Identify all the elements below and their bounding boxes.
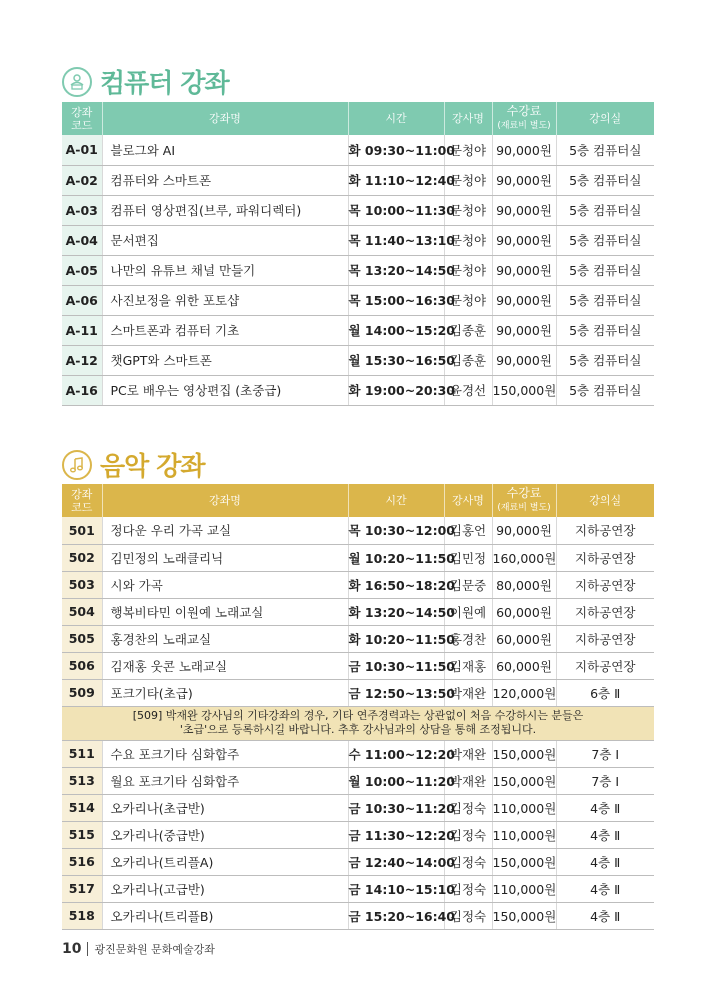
cell-name: 수요 포크기타 심화합주 [102,740,348,767]
cell-code: A-11 [62,315,102,345]
cell-code: A-03 [62,195,102,225]
cell-code: 513 [62,767,102,794]
cell-time: 금 14:10~15:10 [348,875,444,902]
table-row [62,315,654,345]
cell-time: 화 11:10~12:40 [348,165,444,195]
header-time: 시간 [348,102,444,135]
cell-room: 4층 Ⅱ [556,902,654,929]
header-room: 강의실 [556,102,654,135]
cell-fee: 150,000원 [492,740,556,767]
cell-fee: 90,000원 [492,517,556,544]
cell-name: 스마트폰과 컴퓨터 기초 [102,315,348,345]
table-row [62,679,654,706]
header-code: 강좌 코드 [62,484,102,517]
cell-code: 517 [62,875,102,902]
cell-name: 정다운 우리 가곡 교실 [102,517,348,544]
header-name: 강좌명 [102,484,348,517]
cell-room: 7층 Ⅰ [556,740,654,767]
cell-time: 월 10:20~11:50 [348,544,444,571]
cell-teacher: 박재완 [444,740,492,767]
cell-code: 501 [62,517,102,544]
cell-fee: 90,000원 [492,315,556,345]
cell-time: 수 11:00~12:20 [348,740,444,767]
music-note-icon [62,450,92,480]
cell-room: 6층 Ⅱ [556,679,654,706]
cell-room: 지하공연장 [556,544,654,571]
cell-room: 지하공연장 [556,598,654,625]
cell-teacher: 문청야 [444,135,492,165]
cell-time: 월 10:00~11:20 [348,767,444,794]
cell-fee: 150,000원 [492,848,556,875]
cell-code: 515 [62,821,102,848]
cell-name: 사진보정을 위한 포토샵 [102,285,348,315]
cell-room: 5층 컴퓨터실 [556,375,654,405]
cell-teacher: 박재완 [444,767,492,794]
table-row [62,794,654,821]
cell-fee: 90,000원 [492,195,556,225]
table-row [62,195,654,225]
cell-time: 목 15:00~16:30 [348,285,444,315]
cell-room: 5층 컴퓨터실 [556,225,654,255]
cell-teacher: 문청야 [444,195,492,225]
table-row [62,165,654,195]
cell-fee: 90,000원 [492,345,556,375]
table-row [62,740,654,767]
cell-code: 511 [62,740,102,767]
cell-fee: 90,000원 [492,165,556,195]
cell-fee: 80,000원 [492,571,556,598]
cell-fee: 90,000원 [492,285,556,315]
cell-code: A-02 [62,165,102,195]
cell-teacher: 문청야 [444,285,492,315]
cell-teacher: 김문중 [444,571,492,598]
cell-name: 나만의 유튜브 채널 만들기 [102,255,348,285]
cell-room: 지하공연장 [556,517,654,544]
computer-course-table [62,102,654,406]
header-room: 강의실 [556,484,654,517]
cell-time: 화 16:50~18:20 [348,571,444,598]
table-row [62,652,654,679]
cell-name: 컴퓨터 영상편집(브루, 파워디렉터) [102,195,348,225]
cell-time: 화 09:30~11:00 [348,135,444,165]
table-row [62,767,654,794]
cell-code: 516 [62,848,102,875]
table-header-row [62,102,654,135]
cell-teacher: 홍경찬 [444,625,492,652]
table-row [62,255,654,285]
table-row [62,571,654,598]
cell-room: 5층 컴퓨터실 [556,285,654,315]
cell-name: 김재홍 웃콘 노래교실 [102,652,348,679]
note-row [62,706,654,740]
cell-time: 화 10:20~11:50 [348,625,444,652]
cell-teacher: 김민정 [444,544,492,571]
cell-name: 포크기타(초급) [102,679,348,706]
cell-code: 514 [62,794,102,821]
cell-teacher: 김정숙 [444,902,492,929]
cell-code: A-04 [62,225,102,255]
cell-teacher: 문청야 [444,255,492,285]
cell-time: 금 10:30~11:50 [348,652,444,679]
cell-code: A-05 [62,255,102,285]
cell-name: PC로 배우는 영상편집 (초중급) [102,375,348,405]
cell-code: A-12 [62,345,102,375]
table-row [62,598,654,625]
cell-fee: 160,000원 [492,544,556,571]
cell-room: 5층 컴퓨터실 [556,345,654,375]
cell-room: 5층 컴퓨터실 [556,255,654,285]
cell-name: 컴퓨터와 스마트폰 [102,165,348,195]
cell-name: 오카리나(초급반) [102,794,348,821]
cell-code: A-06 [62,285,102,315]
cell-code: A-16 [62,375,102,405]
cell-time: 목 13:20~14:50 [348,255,444,285]
cell-time: 목 10:00~11:30 [348,195,444,225]
cell-fee: 90,000원 [492,225,556,255]
page-number: 10 [62,942,88,956]
cell-room: 5층 컴퓨터실 [556,195,654,225]
cell-fee: 150,000원 [492,767,556,794]
cell-code: 504 [62,598,102,625]
cell-fee: 60,000원 [492,598,556,625]
cell-fee: 90,000원 [492,135,556,165]
cell-name: 오카리나(고급반) [102,875,348,902]
table-row [62,345,654,375]
cell-name: 오카리나(트리플A) [102,848,348,875]
cell-teacher: 김정숙 [444,794,492,821]
cell-time: 금 11:30~12:20 [348,821,444,848]
page-footer [62,941,215,957]
cell-fee: 150,000원 [492,375,556,405]
cell-name: 챗GPT와 스마트폰 [102,345,348,375]
cell-teacher: 이원예 [444,598,492,625]
header-fee: 수강료 (재료비 별도) [492,102,556,135]
header-code: 강좌 코드 [62,102,102,135]
cell-code: 505 [62,625,102,652]
table-row [62,848,654,875]
cell-room: 4층 Ⅱ [556,794,654,821]
header-teacher: 강사명 [444,102,492,135]
cell-room: 7층 Ⅰ [556,767,654,794]
table-row [62,517,654,544]
cell-name: 행복비타민 이원예 노래교실 [102,598,348,625]
cell-room: 5층 컴퓨터실 [556,135,654,165]
table-row [62,135,654,165]
music-course-table [62,484,654,930]
cell-teacher: 김정숙 [444,875,492,902]
cell-code: A-01 [62,135,102,165]
header-teacher: 강사명 [444,484,492,517]
cell-teacher: 김종훈 [444,345,492,375]
table-row [62,225,654,255]
cell-room: 지하공연장 [556,652,654,679]
cell-name: 오카리나(중급반) [102,821,348,848]
table-row [62,544,654,571]
computer-title: 컴퓨터 강좌 [100,69,229,99]
cell-time: 월 14:00~15:20 [348,315,444,345]
cell-fee: 150,000원 [492,902,556,929]
cell-fee: 60,000원 [492,625,556,652]
cell-name: 시와 가곡 [102,571,348,598]
cell-time: 금 15:20~16:40 [348,902,444,929]
header-fee: 수강료 (재료비 별도) [492,484,556,517]
publication-name: 광진문화원 문화예술강좌 [94,943,215,956]
header-time: 시간 [348,484,444,517]
cell-room: 4층 Ⅱ [556,848,654,875]
cell-time: 목 11:40~13:10 [348,225,444,255]
cell-teacher: 김홍언 [444,517,492,544]
cell-room: 지하공연장 [556,625,654,652]
cell-code: 518 [62,902,102,929]
cell-fee: 110,000원 [492,875,556,902]
music-title: 음악 강좌 [100,452,205,482]
cell-time: 월 15:30~16:50 [348,345,444,375]
cell-fee: 90,000원 [492,255,556,285]
table-row [62,821,654,848]
cell-fee: 110,000원 [492,794,556,821]
cell-teacher: 문청야 [444,225,492,255]
cell-teacher: 윤경선 [444,375,492,405]
computer-section-title [62,63,229,100]
music-section-title [62,446,205,483]
cell-room: 4층 Ⅱ [556,821,654,848]
header-name: 강좌명 [102,102,348,135]
cell-name: 월요 포크기타 심화합주 [102,767,348,794]
cell-code: 509 [62,679,102,706]
table-row [62,625,654,652]
cell-room: 지하공연장 [556,571,654,598]
cell-code: 506 [62,652,102,679]
cell-fee: 120,000원 [492,679,556,706]
table-header-row [62,484,654,517]
cell-room: 5층 컴퓨터실 [556,315,654,345]
cell-teacher: 김종훈 [444,315,492,345]
cell-teacher: 김재홍 [444,652,492,679]
cell-teacher: 김정숙 [444,848,492,875]
cell-name: 블로그와 AI [102,135,348,165]
cell-code: 503 [62,571,102,598]
cell-room: 4층 Ⅱ [556,875,654,902]
table-row [62,902,654,929]
cell-teacher: 박재완 [444,679,492,706]
cell-time: 금 12:50~13:50 [348,679,444,706]
cell-room: 5층 컴퓨터실 [556,165,654,195]
cell-name: 김민정의 노래클리닉 [102,544,348,571]
cell-time: 화 19:00~20:30 [348,375,444,405]
computer-user-icon [62,67,92,97]
cell-time: 화 13:20~14:50 [348,598,444,625]
table-row [62,875,654,902]
cell-code: 502 [62,544,102,571]
cell-teacher: 김정숙 [444,821,492,848]
cell-time: 금 10:30~11:20 [348,794,444,821]
cell-name: 문서편집 [102,225,348,255]
cell-fee: 60,000원 [492,652,556,679]
cell-time: 금 12:40~14:00 [348,848,444,875]
note-text: [509] 박재완 강사님의 기타강좌의 경우, 기타 연주경력과는 상관없이 처음 수강하시는 분들은 '초급'으로 등록하시길 바랍니다. 추후 강사님과의 상담을 통해 조정됩니다. [62,706,654,740]
cell-fee: 110,000원 [492,821,556,848]
cell-name: 오카리나(트리플B) [102,902,348,929]
cell-time: 목 10:30~12:00 [348,517,444,544]
cell-name: 홍경찬의 노래교실 [102,625,348,652]
table-row [62,285,654,315]
cell-teacher: 문청야 [444,165,492,195]
table-row [62,375,654,405]
